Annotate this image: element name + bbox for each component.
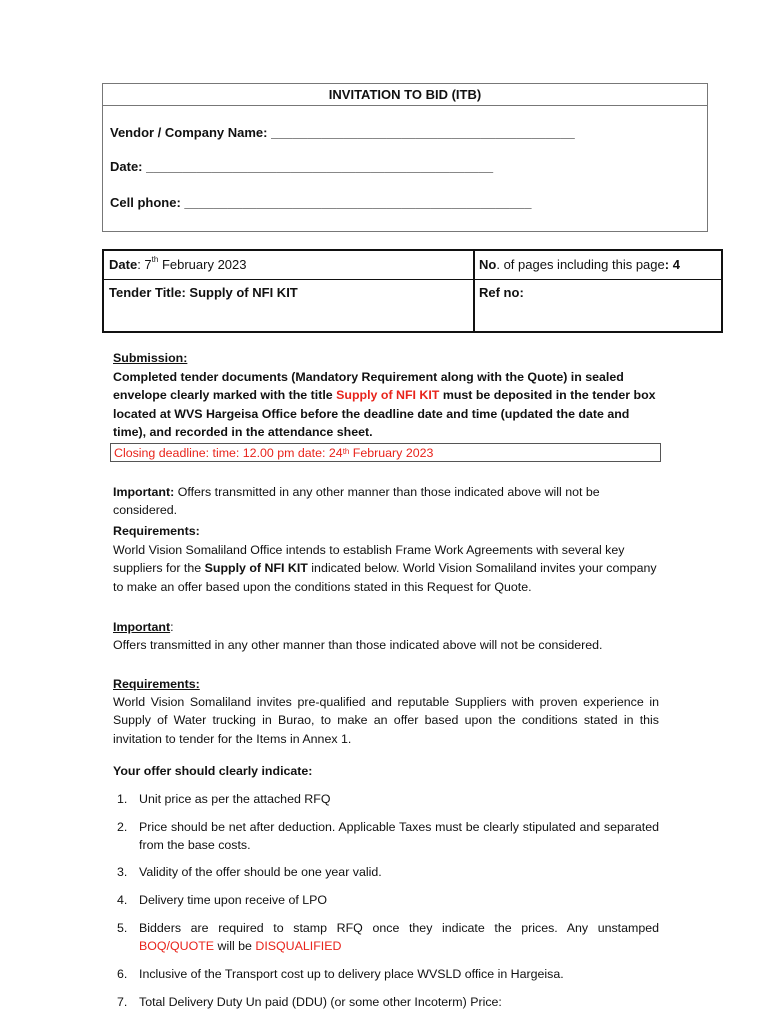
important-colon: : [170,620,174,634]
pages-label: No [479,257,497,272]
itb-title: INVITATION TO BID (ITB) [103,84,707,106]
list-number: 6. [117,967,128,981]
itb-box [102,83,708,232]
important-text-2: Offers transmitted in any other manner than those indicated above will not be considered. [113,638,603,652]
deadline-sup: th [342,447,350,456]
list-text: Delivery time upon receive of LPO [139,893,328,907]
important-heading: Important [113,620,171,634]
list-number: 2. [117,820,128,834]
requirements-text-1 [113,541,663,596]
list-number: 4. [117,893,128,907]
date-field[interactable]: Date: ________________________________________________ [110,159,494,174]
pages-cell [479,257,680,272]
list-text-a: Bidders are required to stamp RFQ once they indicate the prices. Any unstamped [139,921,659,935]
disqualified-warning: DISQUALIFIED [255,939,342,953]
list-text: Price should be net after deduction. Applicable Taxes must be clearly stipulated and separated from the base costs. [139,820,659,852]
offer-heading: Your offer should clearly indicate: [113,764,313,778]
date-value: : 7 [137,257,152,272]
tender-title: Tender Title: Supply of NFI KIT [109,285,298,300]
important-heading-2 [113,618,663,636]
list-text: Validity of the offer should be one year valid. [139,865,382,879]
requirements-text-2: World Vision Somaliland invites pre-qualified and reputable Suppliers with proven experience in Supply of Water trucking in Burao, to make an offer based upon the conditions stated in this invitation to tender for the Items in Annex 1. [113,695,659,746]
list-text: Unit price as per the attached RFQ [139,792,331,806]
list-number: 7. [117,995,128,1009]
important-text: Offers transmitted in any other manner than those indicated above will not be considered. [113,485,600,518]
requirements-kit-name: Supply of NFI KIT [204,561,308,576]
date-cell [109,257,247,272]
list-text [139,919,659,955]
date-sup: th [151,255,159,264]
table-divider [104,279,721,280]
requirements-text-b: indicated below. World Vision Somaliland invites your company to make an offer based upon the conditions stated in this Request for Quote. [113,561,657,594]
list-text: Total Delivery Duty Un paid (DDU) (or some other Incoterm) Price: [139,995,502,1009]
list-text: Inclusive of the Transport cost up to delivery place WVSLD office in Hargeisa. [139,967,564,981]
pages-value: : 4 [664,257,680,272]
important-note-1 [113,483,663,520]
boq-quote-warning: BOQ/QUOTE [139,939,215,953]
list-number: 5. [117,921,128,935]
deadline-text: Closing deadline: time: 12.00 pm date: 24 [114,446,343,460]
requirements-text-a: World Vision Somaliland Office intends to establish Frame Work Agreements with several key suppliers for the [113,543,625,576]
submission-heading: Submission: [113,351,188,365]
info-table [102,249,723,333]
submission-kit-name: Supply of NFI KIT [336,388,440,403]
date-label: Date [109,257,138,272]
list-number: 1. [117,792,128,806]
vendor-name-field[interactable]: Vendor / Company Name: __________________________________________ [110,125,575,140]
list-text-b: will be [214,939,256,953]
important-label: Important: [113,485,175,499]
list-number: 3. [117,865,128,879]
ref-no: Ref no: [479,285,524,300]
date-value-month: February 2023 [158,257,247,272]
pages-text: . of pages including this page [496,257,665,272]
closing-deadline [110,443,661,462]
submission-text [113,368,663,441]
requirements-heading-1: Requirements: [113,524,200,538]
submission-text-b: must be deposited in the tender box located at WVS Hargeisa Office before the deadline date and time (updated the date and time), and recorded in the attendance sheet. [113,388,656,439]
submission-text-a: Completed tender documents (Mandatory Requirement along with the Quote) in sealed envelope clearly marked with the title [113,370,624,403]
deadline-month: February 2023 [349,446,434,460]
requirements-heading-2: Requirements: [113,677,200,691]
cell-phone-field[interactable]: Cell phone: ________________________________________________ [110,195,532,210]
table-divider [473,251,475,331]
